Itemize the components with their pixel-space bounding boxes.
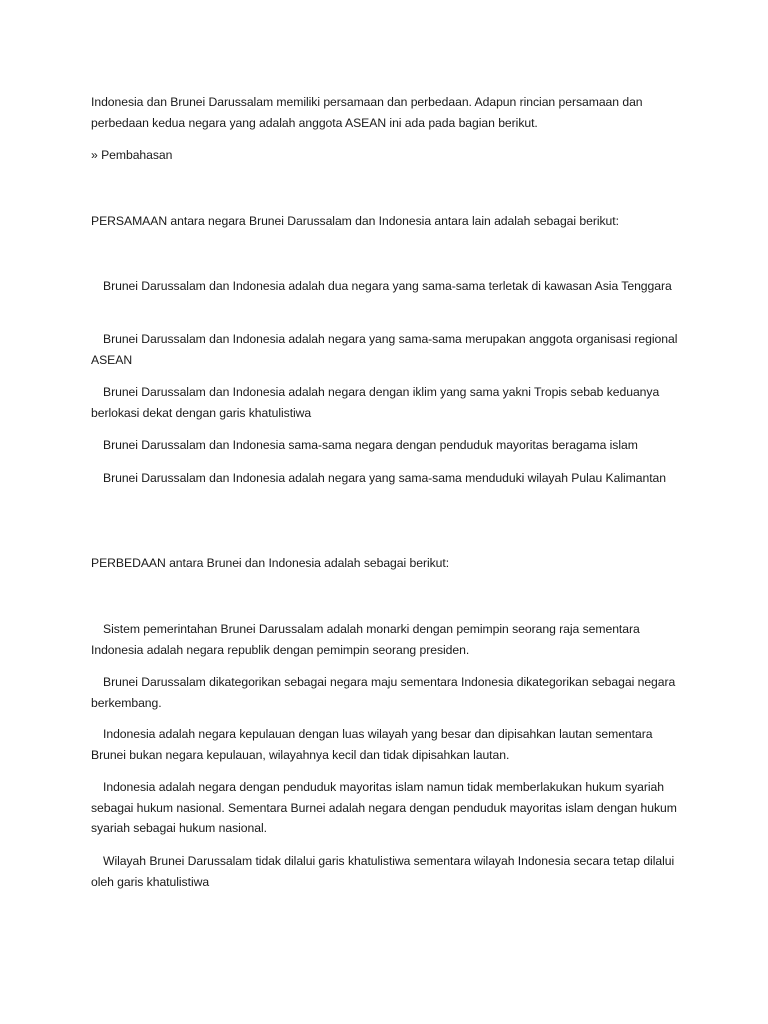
persamaan-item: Brunei Darussalam dan Indonesia adalah negara yang sama-sama menduduki wilayah Pulau Kalimantan [103, 471, 666, 485]
persamaan-heading: PERSAMAAN antara negara Brunei Darussalam dan Indonesia antara lain adalah sebagai berikut: [91, 214, 619, 228]
perbedaan-item: Indonesia adalah negara kepulauan dengan luas wilayah yang besar dan dipisahkan lautan sementara Brunei bukan negara kepulauan, wilayahnya kecil dan tidak dipisahkan lautan. [91, 727, 653, 762]
intro-paragraph: Indonesia dan Brunei Darussalam memiliki persamaan dan perbedaan. Adapun rincian persamaan dan perbedaan kedua negara yang adalah anggota ASEAN ini ada pada bagian berikut. [91, 95, 643, 130]
perbedaan-heading: PERBEDAAN antara Brunei dan Indonesia adalah sebagai berikut: [91, 556, 450, 570]
perbedaan-item: Indonesia adalah negara dengan penduduk mayoritas islam namun tidak memberlakukan hukum syariah sebagai hukum nasional. Sementara Burnei adalah negara dengan penduduk mayoritas islam dengan hukum syariah sebagai hukum nasional. [91, 780, 677, 835]
perbedaan-item: Wilayah Brunei Darussalam tidak dilalui garis khatulistiwa sementara wilayah Indonesia secara tetap dilalui oleh garis khatulistiwa [91, 854, 675, 889]
perbedaan-item: Sistem pemerintahan Brunei Darussalam adalah monarki dengan pemimpin seorang raja sementara Indonesia adalah negara republik dengan pemimpin seorang presiden. [91, 622, 640, 657]
perbedaan-item: Brunei Darussalam dikategorikan sebagai negara maju sementara Indonesia dikategorikan sebagai negara berkembang. [91, 675, 676, 710]
persamaan-item: Brunei Darussalam dan Indonesia adalah dua negara yang sama-sama terletak di kawasan Asia Tenggara [103, 279, 672, 293]
persamaan-item: Brunei Darussalam dan Indonesia sama-sama negara dengan penduduk mayoritas beragama islam [103, 438, 638, 452]
persamaan-item: Brunei Darussalam dan Indonesia adalah negara dengan iklim yang sama yakni Tropis sebab keduanya berlokasi dekat dengan garis khatulistiwa [91, 385, 660, 420]
pembahasan-label: » Pembahasan [91, 148, 173, 162]
persamaan-item: Brunei Darussalam dan Indonesia adalah negara yang sama-sama merupakan anggota organisasi regional ASEAN [91, 332, 678, 367]
